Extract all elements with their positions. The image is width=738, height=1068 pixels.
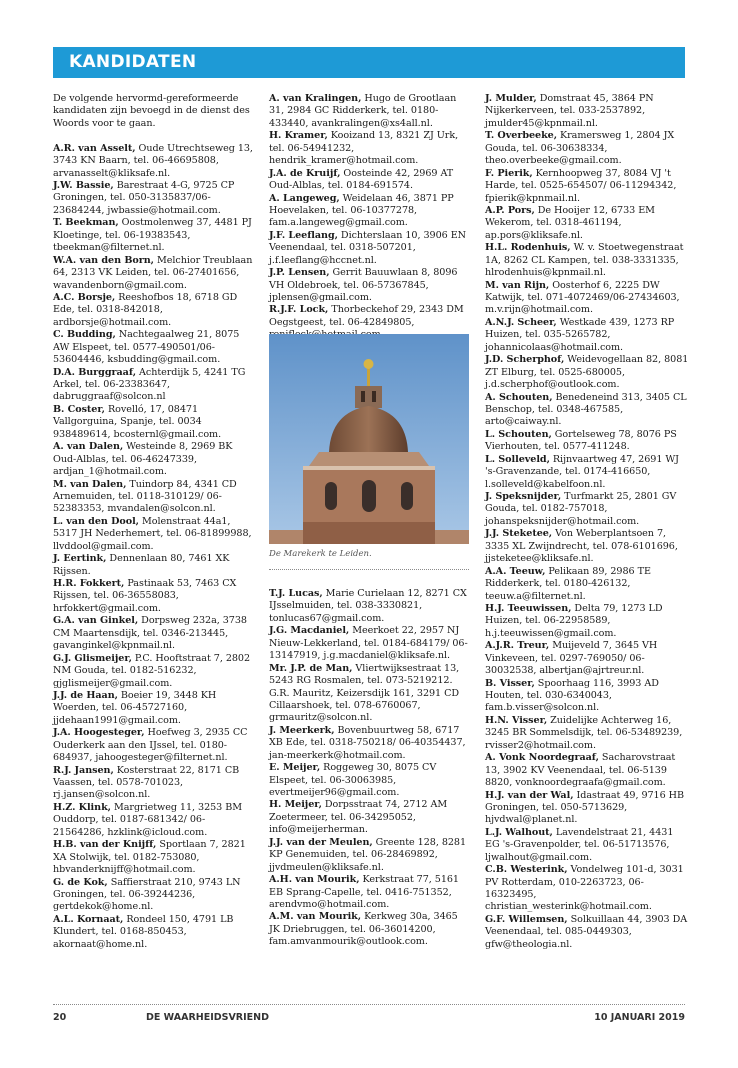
candidate-entry: [485, 93, 690, 130]
candidate-address: Von Weberplantsoen 7, 3335 XL Zwijndrecht, tel. 078-6101696, jjsteketee@kliksafe.nl.: [485, 528, 678, 565]
candidate-name: D.A. Burggraaf,: [53, 366, 136, 378]
candidate-name: G.J. Glismeijer,: [53, 652, 132, 664]
candidate-entry: [53, 329, 253, 366]
candidate-name: E. Meijer,: [269, 762, 321, 774]
candidate-address: Dorpsstraat 74, 2712 AM Zoetermeer, tel. 06-34295052, info@meijerherman.: [269, 799, 448, 836]
candidate-name: B. Visser,: [485, 677, 535, 689]
candidate-entry: [485, 752, 690, 789]
candidate-name: A.P. Pors,: [485, 204, 535, 216]
candidate-address: Turfmarkt 25, 2801 GV Gouda, tel. 0182-757018, johanspeksnijder@hotmail.com.: [485, 491, 677, 527]
candidate-name: J.D. Scherphof,: [485, 354, 565, 366]
candidate-entry: [53, 404, 253, 441]
candidate-entry: [485, 715, 690, 752]
magazine-name: DE WAARHEIDSVRIEND: [146, 1012, 269, 1023]
candidate-address: Westkade 439, 1273 RP Huizen, tel. 035-5265782, johannicolaas@hotmail.com.: [485, 316, 675, 353]
candidate-name: C.B. Westerink,: [485, 864, 568, 876]
candidate-entry: [485, 827, 690, 864]
candidate-address: Sportlaan 7, 2821 XA Stolwijk, tel. 0182-753080, hbvanderknijff@hotmail.com.: [53, 839, 246, 876]
candidate-name: H.N. Visser,: [485, 714, 548, 726]
candidate-name: Mr. J.P. de Man,: [269, 662, 353, 674]
candidate-entry: [53, 553, 253, 578]
candidate-entry: [269, 130, 469, 167]
candidate-address: Gortelseweg 78, 8076 PS Vierhouten, tel. 0577-411248.: [485, 428, 677, 453]
candidate-address: Lavendelstraat 21, 4431 EG 's-Gravenpolder, tel. 06-51713576, ljwalhout@gmail.com.: [485, 826, 674, 863]
candidate-name: G. de Kok,: [53, 876, 108, 888]
candidate-entry: [53, 802, 253, 839]
candidate-entry: [53, 690, 253, 727]
candidate-address: Muijeveld 7, 3645 VH Vinkeveen, tel. 0297-769050/ 06-30032538, albertjan@ajrtreur.nl.: [485, 640, 658, 677]
section-title: KANDIDATEN: [69, 52, 197, 72]
candidate-entry: [53, 255, 253, 292]
photo-caption: De Marekerk te Leiden.: [269, 549, 372, 559]
candidate-entry: [485, 678, 690, 715]
candidate-name: T. Beekman,: [53, 217, 119, 229]
candidate-address: Margrietweg 11, 3253 BM Ouddorp, tel. 0187-681342/ 06-21564286, hzklink@icloud.com.: [53, 801, 243, 838]
candidate-address: Molenstraat 44a1, 5317 JH Nederhemert, tel. 06-81899988, llvddool@gmail.com.: [53, 515, 252, 552]
candidate-address: Tuindorp 84, 4341 CD Arnemuiden, tel. 0118-310129/ 06-52383353, mvandalen@solcon.nl.: [53, 478, 237, 515]
page-number: 20: [53, 1012, 67, 1023]
column-2-top: [269, 93, 469, 342]
candidate-name: H.J. van der Wal,: [485, 789, 574, 801]
candidate-entry: [53, 292, 253, 329]
candidate-address: Weidevogellaan 82, 8081 ZT Elburg, tel. 0525-680005, j.d.scherphof@outlook.com.: [485, 354, 689, 391]
candidate-entry: [269, 625, 469, 662]
candidate-name: B. Coster,: [53, 403, 105, 415]
candidate-name: A.L. Kornaat,: [53, 913, 124, 925]
candidate-address: Thorbeckehof 29, 2343 DM Oegstgeest, tel. 06-42849805,: [269, 304, 464, 328]
candidate-entry: [269, 911, 469, 948]
candidate-entry: [53, 367, 253, 404]
candidate-address: Dichterslaan 10, 3906 EN Veenendaal, tel. 0318-507201, j.f.leeflang@hccnet.nl.: [269, 229, 466, 266]
candidate-name: R.J. Jansen,: [53, 764, 114, 776]
candidate-entry: [485, 392, 690, 429]
candidate-entry: [485, 205, 690, 242]
candidate-address: Greente 128, 8281 KP Genemuiden, tel. 06-28469892, jjvdmeulen@kliksafe.nl.: [269, 836, 467, 873]
candidate-entry: [485, 168, 690, 205]
candidate-name: J.J. de Haan,: [53, 689, 118, 701]
candidate-address: Oosteinde 42, 2969 AT Oud-Alblas, tel. 0184-691574.: [269, 167, 454, 192]
candidate-address: Kooizand 13, 8321 ZJ Urk, tel. 06-54941232, hendrik_kramer@hotmail.com.: [269, 130, 459, 167]
candidate-entry: [53, 615, 253, 652]
candidate-name: F. Pierik,: [485, 167, 533, 179]
candidate-name: J.W. Bassie,: [53, 180, 114, 192]
candidate-address: P.C. Hooftstraat 7, 2802 NM Gouda, tel. 0182-516232, gjglismeijer@gmail.com.: [53, 652, 251, 689]
candidate-name: J.F. Leeflang,: [269, 229, 338, 241]
candidate-address: Sacharovstraat 13, 3902 KV Veenendaal, tel. 06-5139 8820, vonknoordegraafa@gmail.com.: [485, 752, 676, 789]
candidate-entry: [53, 653, 253, 690]
candidate-name: J.A. Hoogesteger,: [53, 727, 145, 739]
candidate-address: Rondeel 150, 4791 LB Klundert, tel. 0168-850453, akornaat@home.nl.: [53, 913, 234, 950]
candidate-address: Kosterstraat 22, 8171 CB Vaassen, tel. 0578-701023, rj.jansen@solcon.nl.: [53, 764, 240, 801]
column-1: [53, 93, 253, 951]
candidate-entry: [269, 799, 469, 836]
candidate-address: W. v. Stoetwegenstraat 1A, 8262 CL Kampen, tel. 038-3331335, hlrodenhuis@kpnmail.nl.: [485, 242, 684, 279]
candidate-entry: [53, 765, 253, 802]
candidate-address: Dorpsweg 232a, 3738 CM Maartensdijk, tel. 0346-213445, gavanginkel@kpnmail.nl.: [53, 615, 247, 652]
candidate-name: H.L. Rodenhuis,: [485, 242, 571, 254]
candidate-name: T.J. Lucas,: [269, 588, 323, 599]
candidate-entry: [485, 528, 690, 565]
candidate-name: A.A. Teeuw,: [485, 565, 546, 577]
candidate-name: H. Meijer,: [269, 799, 322, 811]
candidate-address: Bovenbuurtweg 58, 6717 XB Ede, tel. 0318-750218/ 06-40354437, jan-meerkerk@hotmail.com.: [269, 724, 466, 761]
candidate-name: G.A. van Ginkel,: [53, 615, 139, 627]
candidate-address: Gerrit Bauuwlaan 8, 8096 VH Oldebroek, tel. 06-57367845, jplensen@gmail.com.: [269, 267, 458, 303]
candidate-name: J. Meerkerk,: [269, 724, 335, 736]
candidate-name: A. van Dalen,: [53, 441, 124, 453]
candidate-name: H.B. van der Knijff,: [53, 839, 157, 851]
church-photo: [269, 334, 469, 544]
column-3: [485, 93, 690, 951]
candidate-address: Oude Utrechtseweg 13, 3743 KN Baarn, tel. 06-46695808, arvanasselt@kliksafe.nl.: [53, 142, 253, 179]
candidate-address: Zuidelijke Achterweg 16, 3245 BR Sommelsdijk, tel. 06-53489239, rvisser2@hotmail.com.: [485, 714, 683, 751]
candidate-address: Rovelló, 17, 08471 Vallgorguina, Spanje, tel. 0034 938489614, bcosternl@gmail.com.: [53, 403, 222, 440]
candidate-name: L.J. Walhout,: [485, 826, 553, 838]
candidate-name: J.G. Macdaniel,: [269, 625, 350, 637]
candidate-name: J. Eertink,: [53, 553, 107, 565]
candidate-address: Reeshofbos 18, 6718 GD Ede, tel. 0318-842018, ardborsje@hotmail.com.: [53, 291, 238, 328]
candidate-entry: [269, 267, 469, 304]
candidate-address: Marie Curielaan 12, 8271 CX IJsselmuiden, tel. 038-3330821, tonlucas67@gmail.com.: [269, 588, 467, 624]
candidate-name: H.R. Fokkert,: [53, 578, 125, 590]
candidate-entry: [53, 217, 253, 254]
candidate-address: Hoefweg 3, 2935 CC Ouderkerk aan den IJssel, tel. 0180-684937, jahoogesteger@filternet.nl.: [53, 727, 248, 764]
candidate-name: A.N.J. Scheer,: [485, 316, 557, 328]
candidate-entry: [53, 143, 253, 180]
candidate-address: Saffierstraat 210, 9743 LN Groningen, tel. 06-39244236, gertdekok@home.nl.: [53, 876, 241, 913]
candidate-address: Dennenlaan 80, 7461 XK Rijssen.: [53, 553, 230, 577]
candidate-name: A.M. van Mourik,: [269, 911, 362, 923]
candidate-address: Domstraat 45, 3864 PN Nijkerkerveen, tel. 033-2537892, jmulder45@kpnmail.nl.: [485, 93, 654, 129]
candidate-name: L. Schouten,: [485, 428, 552, 440]
candidate-name: J.J. van der Meulen,: [269, 836, 373, 848]
candidate-address: Vliertwijksestraat 13, 5243 RG Rosmalen, tel. 073-5219212.: [269, 662, 460, 687]
candidate-name: A.J.R. Treur,: [485, 640, 550, 652]
candidate-entry: [269, 762, 469, 799]
candidate-name: J. Mulder,: [485, 93, 537, 104]
candidate-entry: [485, 280, 690, 317]
candidate-address: Oosterhof 6, 2225 DW Katwijk, tel. 071-4072469/06-27434603, m.v.rijn@hotmail.com.: [485, 279, 680, 316]
candidate-name: H.J. Teeuwissen,: [485, 602, 572, 614]
candidate-entry: [485, 864, 690, 914]
column-2-bottom: [269, 588, 469, 949]
candidate-entry: [269, 725, 469, 762]
candidate-entry: [269, 874, 469, 911]
candidate-address: Achterdijk 5, 4241 TG Arkel, tel. 06-23383647, dabruggraaf@solcon.nl: [53, 366, 246, 403]
candidate-name: R.J.F. Lock,: [269, 304, 329, 316]
candidate-name: A.R. van Asselt,: [53, 142, 136, 154]
candidate-entry: [53, 441, 253, 478]
candidate-address: Rijnvaartweg 47, 2691 WJ 's-Gravenzande, tel. 0174-416650, l.solleveld@kabelfoon.nl.: [485, 453, 679, 490]
candidate-address: Delta 79, 1273 LD Huizen, tel. 06-22958589, h.j.teeuwissen@gmail.com.: [485, 602, 663, 639]
candidate-entry: [269, 588, 469, 625]
candidate-name: H. Kramer,: [269, 130, 328, 142]
candidate-entry: [53, 877, 253, 914]
candidate-address: Kerkstraat 77, 5161 EB Sprang-Capelle, tel. 0416-751352, arendvmo@hotmail.com.: [269, 874, 459, 910]
candidate-entry: [485, 130, 690, 167]
candidate-entry: [485, 603, 690, 640]
candidate-name: L. Solleveld,: [485, 453, 550, 465]
candidate-name: A. Langeweg,: [269, 192, 340, 204]
candidate-entry: [269, 837, 469, 874]
candidate-address: Kernhoopweg 37, 8084 VJ 't Harde, tel. 0525-654507/ 06-11294342, fpierik@kpnmail.nl.: [485, 167, 677, 204]
candidate-entry: [269, 663, 469, 688]
candidate-entry: [53, 727, 253, 764]
candidate-entry: [53, 578, 253, 615]
candidate-entry: [485, 790, 690, 827]
candidate-entry: [485, 354, 690, 391]
candidate-address: Idastraat 49, 9716 HB Groningen, tel. 050-5713629, hjvdwal@planet.nl.: [485, 789, 684, 826]
candidate-name: L. van den Dool,: [53, 515, 139, 527]
candidate-address: Pastinaak 53, 7463 CX Rijssen, tel. 06-36558083, hrfokkert@gmail.com.: [53, 578, 237, 614]
candidate-name: H.Z. Klink,: [53, 801, 111, 813]
candidate-name: W.A. van den Born,: [53, 254, 154, 266]
candidate-address: Barestraat 4-G, 9725 CP Groningen, tel. 050-3135837/06-23684244, jwbassie@hotmail.com.: [53, 180, 235, 216]
candidate-address: Solkuillaan 44, 3903 DA Veenendaal, tel. 085-0449303, gfw@theologia.nl.: [485, 913, 688, 950]
intro-text: De volgende hervormd-gereformeerde kandidaten zijn bevoegd in de dienst des Woords voor te gaan.: [53, 93, 250, 129]
candidate-address: Benedeneind 313, 3405 CL Benschop, tel. 0348-467585, arto@caiway.nl.: [485, 391, 687, 428]
candidate-name: A.C. Borsje,: [53, 291, 116, 303]
candidate-name: T. Overbeeke,: [485, 130, 558, 142]
candidate-name: M. van Rijn,: [485, 279, 550, 291]
candidate-entry: [269, 688, 469, 725]
candidate-entry: [53, 180, 253, 217]
candidate-address: Meerkoet 22, 2957 NJ Nieuw-Lekkerland, tel. 0184-684179/ 06-13147919, j.g.macdaniel@kliksafe.nl.: [269, 625, 468, 662]
candidate-address: Westeinde 8, 2969 BK Oud-Alblas, tel. 06-46247339, ardjan_1@hotmail.com.: [53, 441, 233, 478]
candidate-entry: [485, 640, 690, 677]
candidate-entry: [485, 914, 690, 951]
entry-list: [269, 93, 469, 342]
candidate-entry: [485, 242, 690, 279]
issue-date: 10 JANUARI 2019: [594, 1012, 685, 1023]
candidate-entry: [485, 566, 690, 603]
candidate-name: A.H. van Mourik,: [269, 874, 360, 886]
candidate-entry: [269, 168, 469, 193]
section-header: [53, 47, 685, 78]
candidate-address: Nachtegaalweg 21, 8075 AW Elspeet, tel. 0577-490501/06-53604446, ksbudding@gmail.com.: [53, 329, 240, 366]
candidate-address: G.R. Mauritz, Keizersdijk 161, 3291 CD Cillaarshoek, tel. 078-6760067, grmauritz@solcon.nl.: [269, 687, 460, 724]
candidate-address: Boeier 19, 3448 KH Woerden, tel. 06-45727160, jjdehaan1991@gmail.com.: [53, 689, 217, 726]
candidate-entry: [269, 93, 469, 130]
candidate-address: Melchior Treublaan 64, 2313 VK Leiden, tel. 06-27401656, wavandenborn@gmail.com.: [53, 254, 253, 291]
candidate-name: C. Budding,: [53, 329, 116, 341]
candidate-address: Roggeweg 30, 8075 CV Elspeet, tel. 06-30063985, evertmeijer96@gmail.com.: [269, 762, 437, 798]
entry-list: [485, 93, 690, 951]
candidate-entry: [485, 454, 690, 491]
candidate-address: De Hooijer 12, 6733 EM Wekerom, tel. 0318-461194, ap.pors@kliksafe.nl.: [485, 204, 655, 241]
candidate-entry: [53, 479, 253, 516]
footer-divider: [53, 1004, 685, 1005]
entry-list: [53, 143, 253, 951]
candidate-entry: [53, 839, 253, 876]
candidate-address: Oostmolenweg 37, 4481 PJ Kloetinge, tel. 06-19383543, tbeekman@filternet.nl.: [53, 217, 252, 254]
candidate-name: A. Vonk Noordegraaf,: [485, 752, 599, 764]
candidate-entry: [485, 491, 690, 528]
divider: [269, 569, 469, 570]
candidate-address: Pelikaan 89, 2986 TE Ridderkerk, tel. 0180-426132, teeuw.a@filternet.nl.: [485, 565, 651, 602]
candidate-entry: [53, 914, 253, 951]
candidate-name: G.F. Willemsen,: [485, 913, 568, 925]
candidate-name: M. van Dalen,: [53, 478, 127, 490]
candidate-entry: [269, 193, 469, 230]
candidate-address: Spoorhaag 116, 3993 AD Houten, tel. 030-6340043, fam.b.visser@solcon.nl.: [485, 677, 659, 714]
candidate-entry: [485, 317, 690, 354]
candidate-name: J.J. Steketee,: [485, 528, 553, 540]
entry-list: [269, 588, 469, 949]
candidate-name: J. Speksnijder,: [485, 491, 562, 502]
candidate-entry: [53, 516, 253, 553]
candidate-address: Weidelaan 46, 3871 PP Hoevelaken, tel. 06-10377278, fam.a.langeweg@gmail.com.: [269, 192, 454, 229]
candidate-address: Kramersweg 1, 2804 JX Gouda, tel. 06-30638334, theo.overbeeke@gmail.com.: [485, 130, 675, 167]
candidate-name: J.A. de Kruijf,: [269, 167, 341, 179]
candidate-entry: [485, 429, 690, 454]
candidate-name: J.P. Lensen,: [269, 267, 330, 279]
candidate-name: A. Schouten,: [485, 391, 553, 403]
candidate-address: Kerkweg 30a, 3465 JK Driebruggen, tel. 06-36014200, fam.amvanmourik@outlook.com.: [269, 911, 458, 948]
candidate-address: Hugo de Grootlaan 31, 2984 GC Ridderkerk, tel. 0180-433440, avankralingen@xs4all.nl.: [269, 93, 457, 129]
candidate-entry: [269, 230, 469, 267]
candidate-address: Vondelweg 101-d, 3031 PV Rotterdam, 010-2263723, 06-16323495, christian_westerink@hotmail.com.: [485, 864, 684, 913]
candidate-name: A. van Kralingen,: [269, 93, 362, 104]
